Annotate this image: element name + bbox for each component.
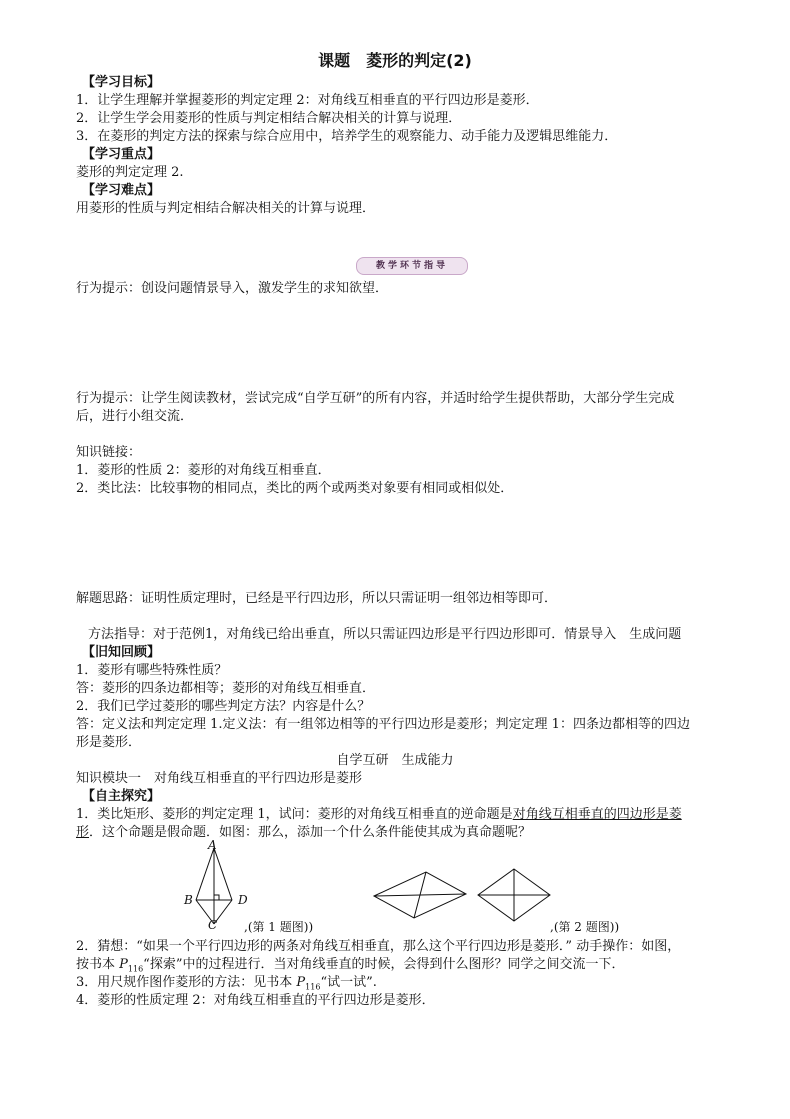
key-item: 菱形的判定定理 2. — [76, 165, 184, 180]
goal-heading: 【学习目标】 — [82, 75, 161, 90]
item-2-prefix: 按书本 — [76, 957, 120, 972]
review-heading: 【旧知回顾】 — [82, 645, 161, 660]
explore-item-1-line-1 — [76, 806, 682, 824]
goal-item-3: 3．在菱形的判定方法的探索与综合应用中，培养学生的观察能力、动手能力及逻辑思维能力． — [76, 129, 618, 144]
item-1-question: ．这个命题是假命题．如图：那么，添加一个什么条件能使其成为真命题呢？ — [89, 825, 532, 840]
review-answer-2-line-1: 答：定义法和判定定理 1.定义法：有一组邻边相等的平行四边形是菱形；判定定理 1：四条边都相等的四边 — [76, 717, 690, 732]
knowledge-link-heading: 知识链接： — [76, 445, 142, 460]
figure-1-label-b: B — [184, 893, 193, 907]
teaching-guide-banner: 教学环节指导 — [356, 257, 468, 275]
difficulty-heading: 【学习难点】 — [82, 183, 161, 198]
knowledge-link-1: 1．菱形的性质 2：菱形的对角线互相垂直． — [76, 463, 331, 478]
figure-1-label-c: C — [208, 918, 218, 932]
key-heading: 【学习重点】 — [82, 147, 161, 162]
self-study-heading: 自学互研 生成能力 — [336, 753, 454, 768]
difficulty-item: 用菱形的性质与判定相结合解决相关的计算与说理． — [76, 201, 376, 216]
review-question-1: 1．菱形有哪些特殊性质？ — [76, 663, 228, 678]
figure-1-label-d: D — [238, 893, 248, 907]
figure-2-parallelogram — [370, 868, 470, 922]
figure-2-rhombus — [474, 866, 554, 924]
review-question-2: 2．我们已学过菱形的哪些判定方法？内容是什么？ — [76, 699, 371, 714]
item-1-text: 1．类比矩形、菱形的判定定理 1，试问：菱形的对角线互相垂直的逆命题是 — [76, 807, 513, 822]
explore-item-1-line-2 — [76, 824, 531, 842]
item-3-page-p: P — [296, 975, 306, 990]
item-3-prefix: 3．用尺规作图作菱形的方法：见书本 — [76, 975, 297, 990]
figure-2-caption: ,(第 2 题图)) — [550, 920, 620, 934]
item-1-underlined-answer-end: 形 — [76, 825, 90, 840]
hint-2-line-1: 行为提示：让学生阅读教材，尝试完成“自学互研”的所有内容，并适时给学生提供帮助，大部分学生完成 — [76, 391, 675, 406]
method-guide: 方法指导：对于范例1，对角线已给出垂直，所以只需证四边形是平行四边形即可．情景导入 生成问题 — [88, 627, 682, 642]
goal-item-2: 2．让学生学会用菱形的性质与判定相结合解决相关的计算与说理． — [76, 111, 462, 126]
item-3-suffix: “试一试”. — [320, 975, 377, 990]
item-2-page-number: 116 — [127, 964, 144, 974]
page-title: 课题 菱形的判定(2) — [318, 51, 472, 70]
review-answer-1: 答：菱形的四条边都相等；菱形的对角线互相垂直． — [76, 681, 376, 696]
explore-item-4: 4．菱形的性质定理 2：对角线互相垂直的平行四边形是菱形． — [76, 993, 435, 1008]
goal-item-1: 1．让学生理解并掌握菱形的判定定理 2：对角线互相垂直的平行四边形是菱形． — [76, 93, 539, 108]
item-3-page-number: 116 — [305, 982, 321, 992]
module-heading: 知识模块一 对角线互相垂直的平行四边形是菱形 — [76, 771, 363, 786]
item-2-page-p: P — [119, 957, 128, 972]
item-2-suffix: “探索”中的过程进行．当对角线垂直的时候，会得到什么图形？同学之间交流一下． — [143, 957, 625, 972]
knowledge-link-2: 2．类比法：比较事物的相同点，类比的两个或两类对象要有相同或相似处． — [76, 481, 514, 496]
review-answer-2-line-2: 形是菱形． — [76, 735, 142, 750]
hint-2-line-2: 后，进行小组交流． — [76, 409, 194, 424]
explore-heading: 【自主探究】 — [82, 789, 161, 804]
item-1-underlined-answer: 对角线互相垂直的四边形是菱 — [512, 807, 682, 822]
explore-item-2-line-1: 2．猜想：“如果一个平行四边形的两条对角线互相垂直，那么这个平行四边形是菱形．” 动手操作：如图， — [76, 939, 681, 954]
figure-1-label-a: A — [208, 838, 217, 852]
figure-1-caption: ,(第 1 题图)) — [244, 920, 314, 934]
hint-1: 行为提示：创设问题情景导入，激发学生的求知欲望． — [76, 281, 389, 296]
solution-idea: 解题思路：证明性质定理时，已经是平行四边形，所以只需证明一组邻边相等即可． — [76, 591, 558, 606]
